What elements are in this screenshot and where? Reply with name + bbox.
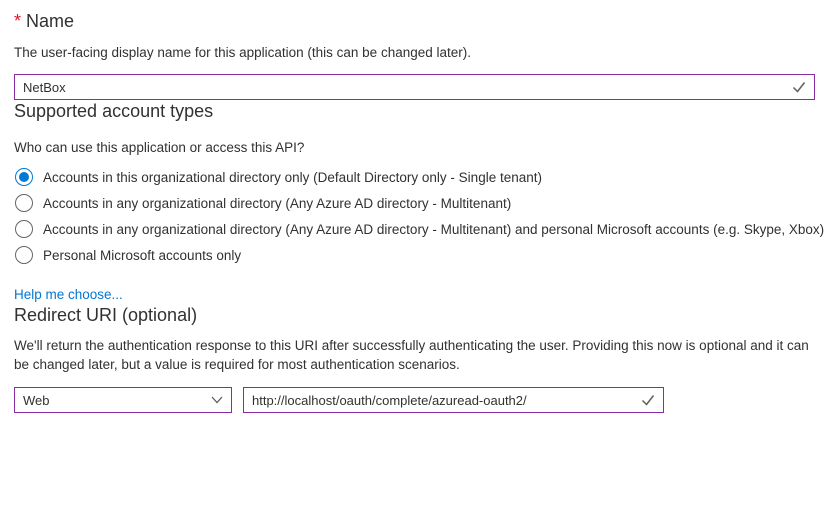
radio-option-multitenant-personal[interactable] xyxy=(14,216,825,242)
radio-label: Accounts in any organizational directory (Any Azure AD directory - Multitenant) and personal Microsoft accounts (e.g. Skype, Xbox) xyxy=(43,221,825,237)
radio-label: Personal Microsoft accounts only xyxy=(43,247,242,263)
redirect-uri-input[interactable] xyxy=(252,393,633,408)
account-types-question: Who can use this application or access this API? xyxy=(14,140,305,155)
radio-button[interactable] xyxy=(15,246,33,264)
redirect-uri-input-box xyxy=(243,387,664,413)
radio-option-multitenant[interactable] xyxy=(14,190,815,216)
checkmark-icon xyxy=(792,81,806,93)
redirect-uri-row xyxy=(14,387,815,413)
radio-button[interactable] xyxy=(15,194,33,212)
chevron-down-icon xyxy=(211,396,223,404)
radio-option-single-tenant[interactable] xyxy=(14,164,815,190)
radio-option-personal-only[interactable] xyxy=(14,242,815,268)
name-section-title xyxy=(14,10,815,32)
name-input[interactable] xyxy=(23,80,784,95)
checkmark-icon xyxy=(641,394,655,406)
required-asterisk: * xyxy=(14,11,22,31)
radio-button[interactable] xyxy=(15,168,33,186)
platform-select[interactable] xyxy=(14,387,232,413)
name-description: The user-facing display name for this application (this can be changed later). xyxy=(14,45,471,60)
name-input-box xyxy=(14,74,815,100)
platform-select-value: Web xyxy=(23,392,50,408)
account-types-radio-group xyxy=(14,164,825,268)
redirect-uri-description: We'll return the authentication response to this URI after successfully authenticating the user. Providing this now is optional and it can be changed later, but a value is required for most authentication scenarios. xyxy=(14,338,809,372)
radio-button[interactable] xyxy=(15,220,33,238)
help-me-choose-link[interactable]: Help me choose... xyxy=(14,287,123,302)
supported-account-types-title: Supported account types xyxy=(14,101,214,121)
radio-label: Accounts in any organizational directory (Any Azure AD directory - Multitenant) xyxy=(43,195,512,211)
name-title-text: Name xyxy=(26,11,75,31)
redirect-uri-title: Redirect URI (optional) xyxy=(14,305,198,325)
radio-label: Accounts in this organizational directory only (Default Directory only - Single tenant) xyxy=(43,169,542,185)
